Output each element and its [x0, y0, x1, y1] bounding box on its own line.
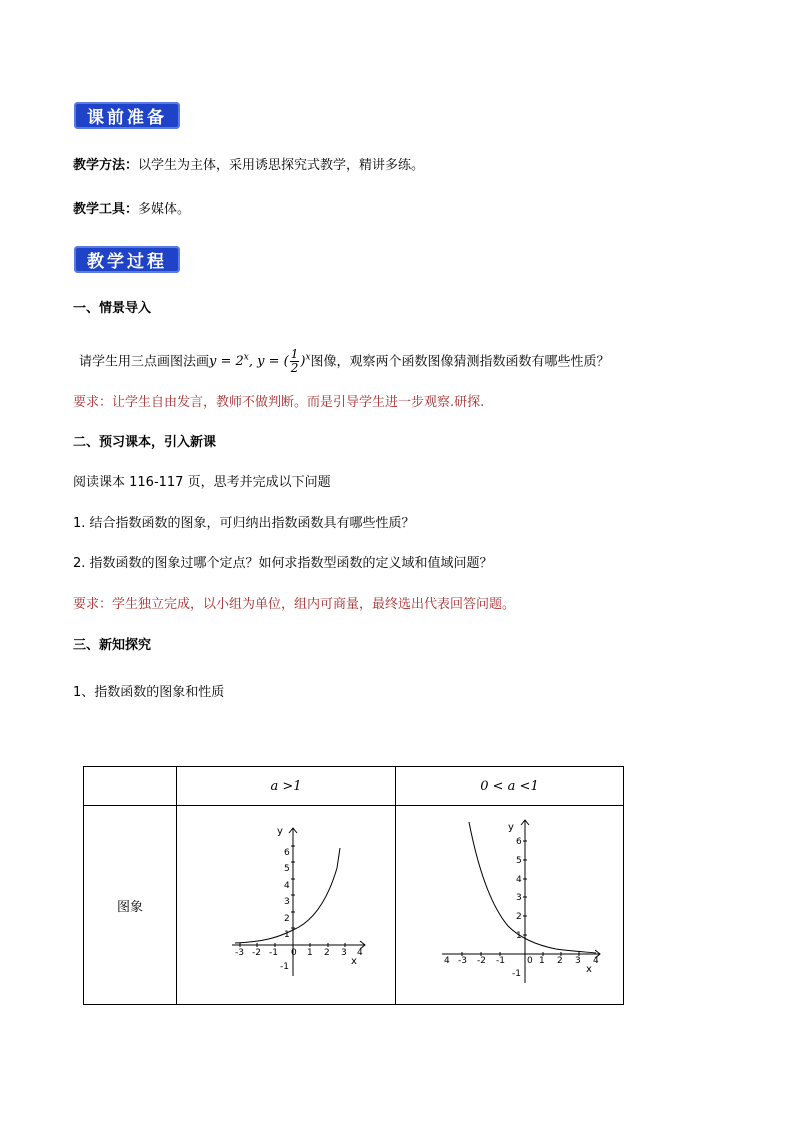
graph1-ytick: 2	[284, 914, 290, 924]
part2-heading: 二、预习课本，引入新课	[73, 435, 217, 450]
graph2-xtick: -1	[496, 956, 505, 966]
graph2-curve	[469, 822, 596, 953]
teaching-tools-label: 教学工具：	[73, 202, 139, 217]
graph2-ytick: 1	[516, 931, 522, 941]
teaching-method-text: 以学生为主体，采用诱思探究式教学，精讲多练。	[138, 158, 425, 173]
graph1-curve	[235, 848, 340, 943]
part3-subheading: 1、指数函数的图象和性质	[73, 685, 225, 700]
graph1-xtick: -1	[269, 948, 278, 958]
graph2-xlabel: x	[586, 964, 592, 975]
graph-cell-a-between-0-1	[396, 806, 624, 1005]
graph1-origin-label: 0	[291, 948, 297, 958]
intro-suffix: 图像，观察两个函数图像猜测指数函数有哪些性质？	[310, 354, 610, 370]
part1-intro	[79, 344, 610, 376]
graph2-ytick: 5	[516, 856, 522, 866]
part2-question-2: 2. 指数函数的图象过哪个定点？如何求指数型函数的定义域和值域问题？	[73, 556, 493, 571]
graph1-xtick: 3	[341, 948, 347, 958]
graph2-ylabel: y	[508, 822, 514, 833]
graph1-ytick: 1	[284, 930, 290, 940]
part2-question-1: 1. 结合指数函数的图象，可归纳出指数函数具有哪些性质？	[73, 516, 415, 531]
graph1-xtick: 2	[324, 948, 330, 958]
formula-y-half-x: y = ( $\frac{1}{2}$ )$^x$	[257, 347, 311, 376]
table-header-empty	[84, 767, 177, 806]
graph2-ytick: 3	[516, 893, 522, 903]
part3-heading: 三、新知探究	[73, 638, 152, 653]
graph1-ytick: -1	[280, 962, 289, 972]
graph1-xlabel: x	[351, 956, 357, 967]
section-badge-preparation: 课前准备	[74, 102, 180, 129]
graph-cell-a-greater-1	[177, 806, 396, 1005]
graph1-ytick: 5	[284, 864, 290, 874]
table-row-label-graph: 图象	[84, 806, 177, 1005]
section-badge-process: 教学过程	[74, 246, 180, 273]
graph1-ylabel: y	[277, 826, 283, 837]
graph1-xtick: -2	[252, 948, 261, 958]
graph1-ytick: 4	[284, 881, 290, 891]
graph2-ytick: 4	[516, 875, 522, 885]
teaching-tools	[73, 201, 190, 219]
part2-requirement: 要求：学生独立完成，以小组为单位，组内可商量，最终选出代表回答问题。	[73, 597, 516, 612]
table-header-a-between-0-1: 0 < a <1	[396, 767, 624, 806]
exponential-function-table	[83, 766, 624, 1005]
graph1-xtick: 4	[357, 948, 363, 958]
formula-y-2x: $y = 2^x$	[209, 353, 249, 370]
graph2-xtick: -2	[477, 956, 486, 966]
graph-exponential-growth	[177, 806, 395, 1000]
part1-requirement: 要求：让学生自由发言，教师不做判断。而是引导学生进一步观察.研探.	[73, 395, 485, 410]
graph2-xtick: 4	[593, 956, 599, 966]
graph2-xtick: 4	[444, 956, 450, 966]
graph2-xtick: 2	[557, 956, 563, 966]
teaching-method	[73, 157, 424, 175]
graph2-ytick: -1	[512, 969, 521, 979]
graph2-xtick: -3	[458, 956, 467, 966]
graph1-ytick: 3	[284, 897, 290, 907]
graph2-origin-label: 0	[527, 956, 533, 966]
teaching-method-label: 教学方法：	[73, 158, 139, 173]
formula-separator: ,	[248, 354, 258, 370]
part1-heading: 一、情景导入	[73, 301, 152, 316]
graph2-ytick: 2	[516, 912, 522, 922]
graph2-ytick: 6	[516, 837, 522, 847]
graph1-ytick: 6	[284, 848, 290, 858]
graph1-xtick: -3	[235, 948, 244, 958]
fraction-one-half: $\frac{1}{2}$	[290, 347, 299, 376]
graph2-xtick: 3	[575, 956, 581, 966]
table-header-a-greater-1: a >1	[177, 767, 396, 806]
teaching-tools-text: 多媒体。	[138, 202, 191, 217]
graph1-xtick: 1	[307, 948, 313, 958]
intro-prefix: 请学生用三点画图法画	[79, 354, 210, 370]
graph-exponential-decay	[396, 806, 623, 1000]
graph2-xtick: 1	[539, 956, 545, 966]
part2-read: 阅读课本 116-117 页，思考并完成以下问题	[73, 475, 331, 490]
